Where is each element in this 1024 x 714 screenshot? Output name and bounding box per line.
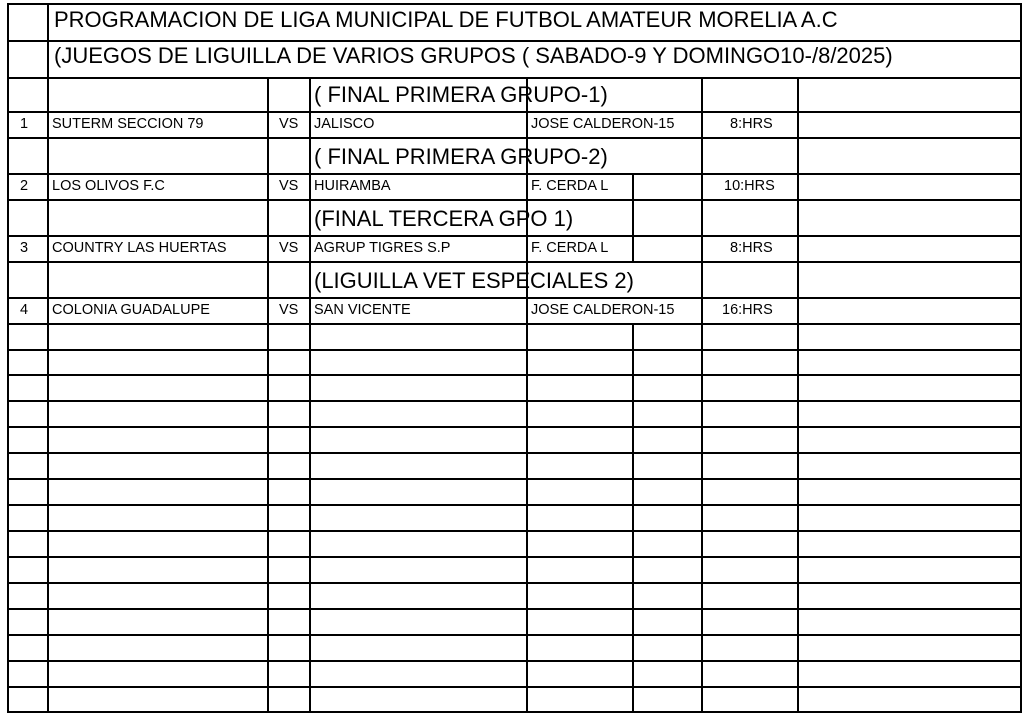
column-border (701, 137, 703, 175)
home-team: COUNTRY LAS HUERTAS (52, 240, 227, 256)
column-border (701, 608, 703, 636)
row-border (7, 556, 1022, 558)
column-border (632, 634, 634, 662)
vs-label: VS (279, 240, 299, 256)
away-team: HUIRAMBA (314, 178, 391, 194)
column-border (526, 111, 528, 139)
column-border (701, 634, 703, 662)
field-name: JOSE CALDERON-15 (531, 302, 675, 318)
column-border (267, 374, 269, 402)
column-border (797, 634, 799, 662)
match-time: 8:HRS (730, 240, 773, 256)
row-border (7, 3, 1022, 5)
field-name: F. CERDA L (531, 178, 609, 194)
column-border (267, 235, 269, 263)
column-border (701, 686, 703, 713)
column-border (309, 582, 311, 610)
row-border (7, 582, 1022, 584)
column-border (309, 452, 311, 480)
away-team: JALISCO (314, 116, 375, 132)
column-border (632, 349, 634, 376)
row-border (7, 608, 1022, 610)
column-border (797, 400, 799, 428)
column-border (309, 686, 311, 713)
column-border (632, 452, 634, 480)
column-border (309, 608, 311, 636)
column-border (701, 235, 703, 263)
row-border (7, 111, 1022, 113)
row-border (7, 137, 1022, 139)
column-border (267, 137, 269, 175)
column-border (526, 452, 528, 480)
column-border (797, 426, 799, 454)
column-border (309, 77, 311, 113)
match-number: 2 (20, 178, 29, 194)
row-border (7, 297, 1022, 299)
row-border (7, 478, 1022, 480)
column-border (309, 199, 311, 237)
column-border (526, 297, 528, 325)
column-border (267, 478, 269, 506)
column-border (309, 261, 311, 299)
section-heading: ( FINAL PRIMERA GRUPO-2) (314, 144, 608, 169)
column-border (632, 374, 634, 402)
column-border (632, 660, 634, 688)
column-border (267, 530, 269, 558)
column-border (526, 530, 528, 558)
column-border (632, 530, 634, 558)
column-border (701, 297, 703, 325)
column-border (267, 173, 269, 201)
match-number: 4 (20, 302, 29, 318)
column-border (267, 556, 269, 584)
column-border (267, 426, 269, 454)
column-border (701, 400, 703, 428)
home-team: COLONIA GUADALUPE (52, 302, 210, 318)
row-border (7, 530, 1022, 532)
section-heading: ( FINAL PRIMERA GRUPO-1) (314, 82, 608, 107)
column-border (701, 173, 703, 201)
column-border (701, 582, 703, 610)
column-border (267, 111, 269, 139)
column-border (701, 111, 703, 139)
home-team: LOS OLIVOS F.C (52, 178, 165, 194)
page-subtitle: (JUEGOS DE LIGUILLA DE VARIOS GRUPOS ( SABADO-9 Y DOMINGO10-/8/2025) (54, 43, 893, 68)
column-border (632, 199, 634, 237)
column-border (309, 297, 311, 325)
away-team: AGRUP TIGRES S.P (314, 240, 451, 256)
column-border (797, 556, 799, 584)
column-border (701, 77, 703, 113)
column-border (632, 582, 634, 610)
column-border (701, 199, 703, 237)
column-border (797, 582, 799, 610)
column-border (701, 530, 703, 558)
column-border (526, 323, 528, 351)
column-border (701, 556, 703, 584)
column-border (526, 556, 528, 584)
match-number: 3 (20, 240, 29, 256)
vs-label: VS (279, 178, 299, 194)
column-border (632, 556, 634, 584)
row-border (7, 40, 1022, 42)
column-border (797, 349, 799, 376)
column-border (309, 323, 311, 351)
column-border (309, 235, 311, 263)
match-time: 10:HRS (724, 178, 775, 194)
column-border (797, 608, 799, 636)
row-border (7, 349, 1022, 351)
match-time: 8:HRS (730, 116, 773, 132)
column-border (526, 235, 528, 263)
column-border (267, 608, 269, 636)
column-border (701, 374, 703, 402)
column-border (309, 426, 311, 454)
column-border (267, 323, 269, 351)
column-border (632, 400, 634, 428)
row-border (7, 199, 1022, 201)
column-border (526, 660, 528, 688)
column-border (309, 137, 311, 175)
column-border (797, 504, 799, 532)
row-border (7, 323, 1022, 325)
column-border (526, 686, 528, 713)
row-border (7, 374, 1022, 376)
column-border (632, 686, 634, 713)
column-border (309, 349, 311, 376)
column-border (267, 686, 269, 713)
row-border (7, 452, 1022, 454)
home-team: SUTERM SECCION 79 (52, 116, 204, 132)
away-team: SAN VICENTE (314, 302, 411, 318)
column-border (701, 426, 703, 454)
column-border (632, 173, 634, 201)
column-border (526, 608, 528, 636)
column-border (526, 400, 528, 428)
column-border (267, 261, 269, 299)
column-border (797, 261, 799, 299)
column-border (309, 530, 311, 558)
column-border (797, 173, 799, 201)
row-border (7, 660, 1022, 662)
match-number: 1 (20, 116, 29, 132)
column-border (797, 478, 799, 506)
section-heading: (FINAL TERCERA GPO 1) (314, 206, 574, 231)
column-border (1020, 3, 1022, 713)
column-border (309, 660, 311, 688)
column-border (701, 323, 703, 351)
column-border (47, 3, 49, 713)
column-border (309, 111, 311, 139)
column-border (797, 137, 799, 175)
column-border (701, 261, 703, 299)
row-border (7, 400, 1022, 402)
column-border (267, 400, 269, 428)
column-border (632, 323, 634, 351)
row-border (7, 504, 1022, 506)
column-border (526, 173, 528, 201)
column-border (797, 111, 799, 139)
column-border (797, 77, 799, 113)
column-border (797, 323, 799, 351)
column-border (526, 374, 528, 402)
column-border (797, 235, 799, 263)
row-border (7, 173, 1022, 175)
row-border (7, 711, 1022, 713)
column-border (526, 349, 528, 376)
column-border (7, 3, 9, 713)
column-border (309, 173, 311, 201)
row-border (7, 77, 1022, 79)
column-border (309, 556, 311, 584)
column-border (797, 530, 799, 558)
column-border (797, 199, 799, 237)
column-border (309, 374, 311, 402)
column-border (701, 504, 703, 532)
row-border (7, 634, 1022, 636)
column-border (701, 452, 703, 480)
column-border (267, 349, 269, 376)
column-border (526, 426, 528, 454)
row-border (7, 426, 1022, 428)
column-border (526, 582, 528, 610)
column-border (797, 297, 799, 325)
field-name: JOSE CALDERON-15 (531, 116, 675, 132)
column-border (526, 634, 528, 662)
column-border (701, 349, 703, 376)
column-border (701, 660, 703, 688)
column-border (701, 478, 703, 506)
column-border (632, 235, 634, 263)
match-time: 16:HRS (722, 302, 773, 318)
row-border (7, 235, 1022, 237)
row-border (7, 261, 1022, 263)
column-border (632, 478, 634, 506)
column-border (309, 478, 311, 506)
column-border (526, 504, 528, 532)
column-border (267, 634, 269, 662)
column-border (267, 504, 269, 532)
vs-label: VS (279, 116, 299, 132)
column-border (309, 504, 311, 532)
column-border (632, 426, 634, 454)
column-border (797, 660, 799, 688)
row-border (7, 686, 1022, 688)
column-border (632, 608, 634, 636)
vs-label: VS (279, 302, 299, 318)
column-border (797, 452, 799, 480)
column-border (267, 77, 269, 113)
column-border (267, 660, 269, 688)
column-border (309, 400, 311, 428)
column-border (632, 504, 634, 532)
section-heading: (LIGUILLA VET ESPECIALES 2) (314, 268, 634, 293)
page-title: PROGRAMACION DE LIGA MUNICIPAL DE FUTBOL AMATEUR MORELIA A.C (54, 7, 838, 32)
column-border (267, 452, 269, 480)
column-border (526, 478, 528, 506)
column-border (267, 582, 269, 610)
column-border (797, 374, 799, 402)
field-name: F. CERDA L (531, 240, 609, 256)
column-border (267, 297, 269, 325)
column-border (309, 634, 311, 662)
column-border (797, 686, 799, 713)
column-border (267, 199, 269, 237)
